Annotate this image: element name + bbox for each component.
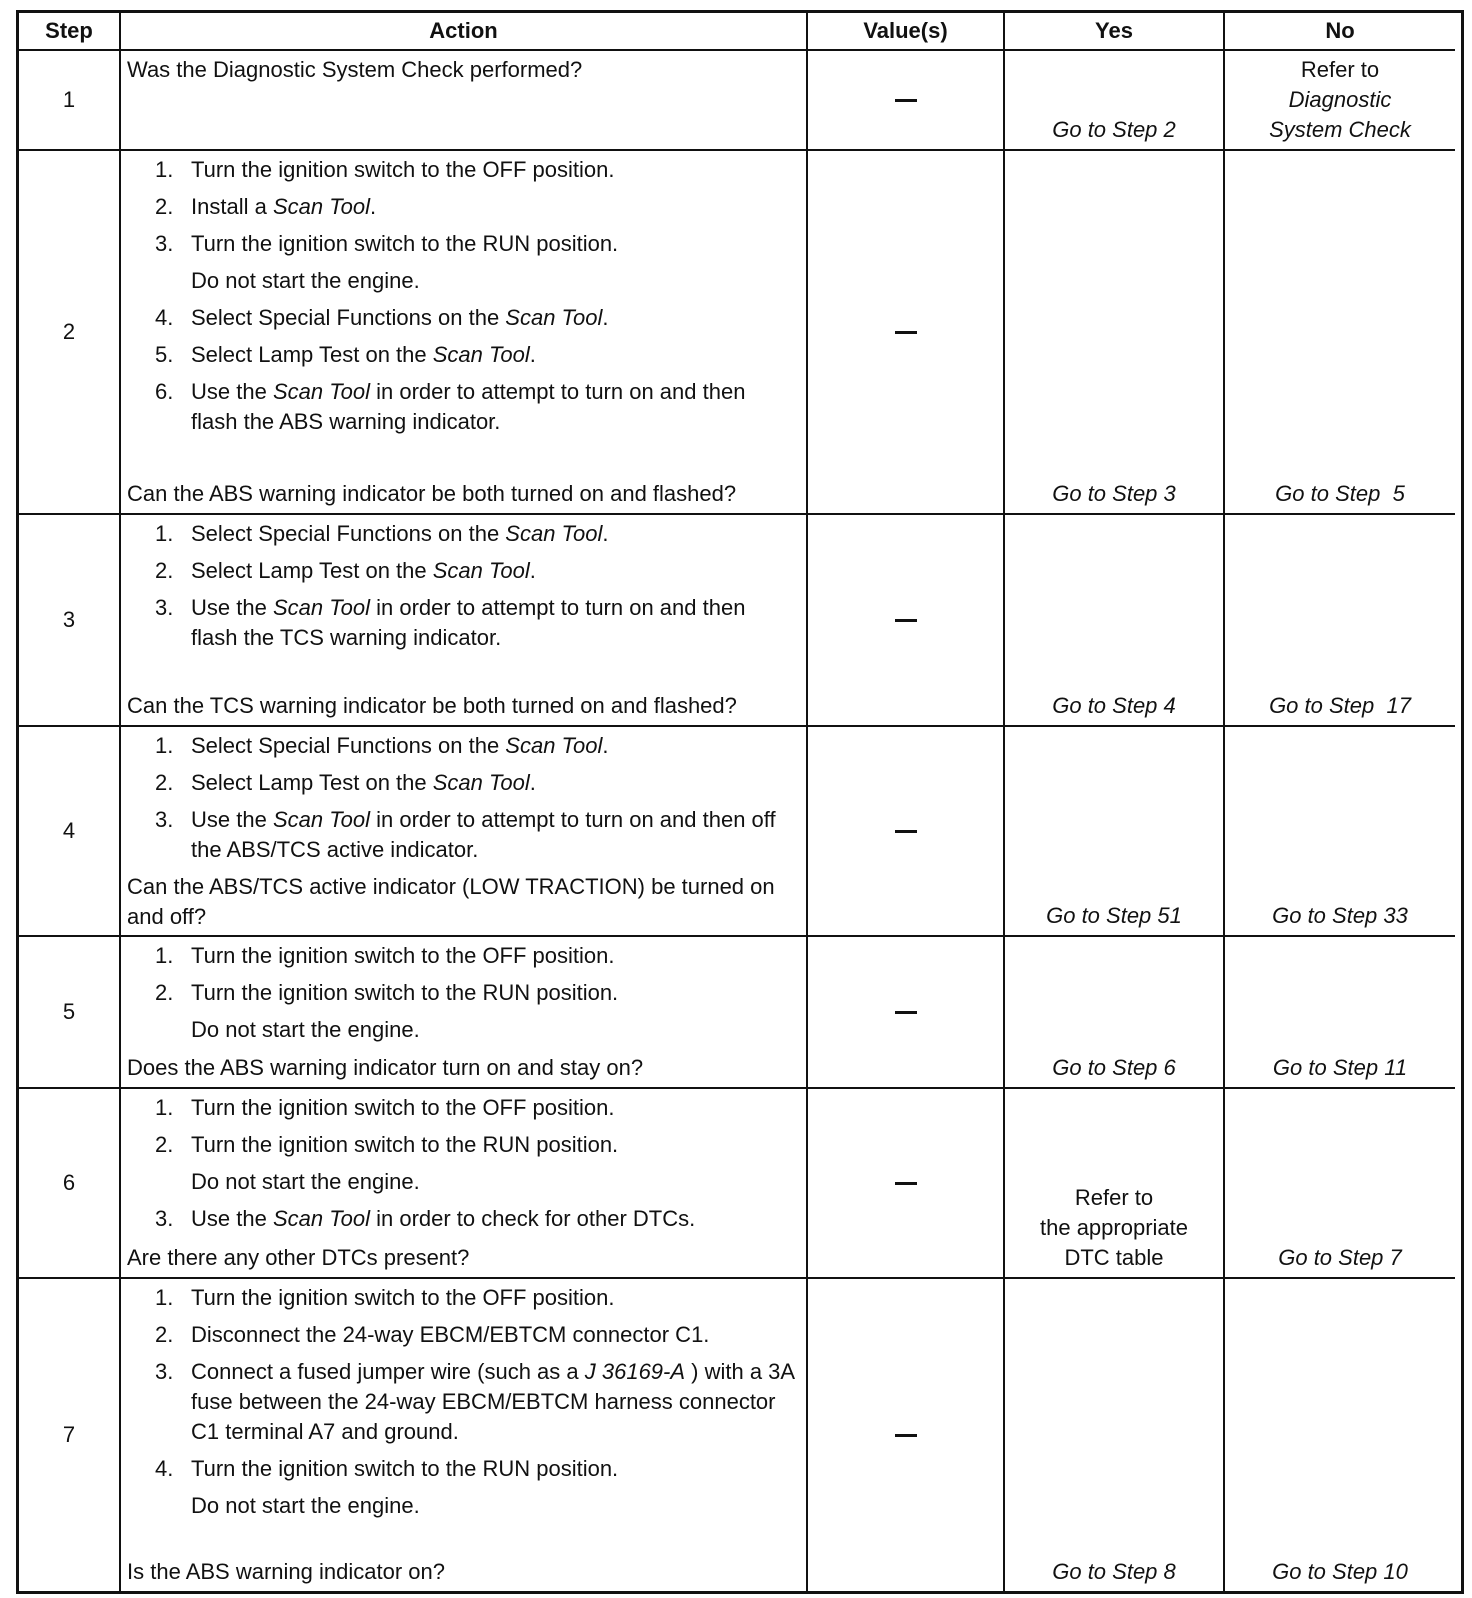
- action-text: in order to check for other DTCs.: [369, 1206, 696, 1231]
- no-cell: [1225, 1279, 1455, 1591]
- no-cell: [1225, 727, 1455, 937]
- action-text: Turn the ignition switch to the OFF position.: [191, 1095, 615, 1120]
- yes-result: Go to Step 51: [1046, 903, 1182, 928]
- action-step-text: [191, 192, 798, 222]
- no-result-line: System Check: [1269, 117, 1411, 142]
- step-number: 4: [19, 727, 121, 937]
- no-cell: [1225, 51, 1455, 151]
- action-step-text: [191, 229, 798, 296]
- action-step: [155, 593, 798, 653]
- action-text: Connect a fused jumper wire (such as a: [191, 1359, 585, 1384]
- no-result-line: Diagnostic: [1288, 87, 1392, 112]
- tool-name: J 36169-A: [584, 1359, 686, 1384]
- action-question: Can the TCS warning indicator be both turned on and flashed?: [127, 693, 737, 718]
- action-step-text: [191, 978, 798, 1045]
- step-number: 1: [19, 51, 121, 151]
- action-step: [155, 768, 798, 798]
- action-text: Use the: [191, 379, 273, 404]
- action-subnote: Do not start the engine.: [191, 1017, 420, 1042]
- action-step: [155, 1320, 798, 1350]
- value-cell: [808, 937, 1005, 1089]
- action-step-number: 2.: [155, 558, 174, 583]
- tool-name: Scan Tool: [272, 807, 370, 832]
- action-step-text: [191, 340, 798, 370]
- action-text: .: [529, 558, 536, 583]
- action-step-list: [127, 1093, 798, 1241]
- value-cell: [808, 727, 1005, 937]
- yes-result: Go to Step 4: [1052, 693, 1176, 718]
- action-text: Select Lamp Test on the: [191, 342, 433, 367]
- step-number: 7: [19, 1279, 121, 1591]
- header-yes: Yes: [1005, 13, 1225, 51]
- action-text: Use the: [191, 807, 273, 832]
- action-step: [155, 731, 798, 761]
- no-result: Go to Step 33: [1272, 903, 1408, 928]
- yes-result: Go to Step 8: [1052, 1559, 1176, 1584]
- action-step: [155, 377, 798, 437]
- em-dash: [895, 1434, 917, 1437]
- value-cell: [808, 515, 1005, 727]
- tool-name: Scan Tool: [505, 305, 603, 330]
- action-step: [155, 229, 798, 296]
- action-text: Turn the ignition switch to the OFF position.: [191, 1285, 615, 1310]
- yes-result-line: the appropriate: [1040, 1215, 1188, 1240]
- action-cell: [121, 1089, 808, 1279]
- action-step: [155, 1357, 798, 1447]
- header-step: Step: [19, 13, 121, 51]
- yes-cell: [1005, 151, 1225, 515]
- action-question: Is the ABS warning indicator on?: [127, 1559, 445, 1584]
- action-question: Was the Diagnostic System Check performed?: [127, 57, 583, 82]
- action-step: [155, 941, 798, 971]
- em-dash: [895, 99, 917, 102]
- value-cell: [808, 51, 1005, 151]
- action-step: [155, 192, 798, 222]
- action-cell: [121, 727, 808, 937]
- action-step: [155, 1204, 798, 1234]
- action-step-number: 4.: [155, 1456, 174, 1481]
- action-text: in order to attempt to turn on and then off the ABS/TCS active indicator.: [191, 807, 776, 862]
- action-text: Disconnect the 24-way EBCM/EBTCM connector C1.: [191, 1322, 710, 1347]
- action-step-number: 3.: [155, 1206, 174, 1231]
- action-step-number: 3.: [155, 1359, 174, 1384]
- action-step: [155, 155, 798, 185]
- no-result: Go to Step 10: [1272, 1559, 1408, 1584]
- action-step-number: 1.: [155, 733, 174, 758]
- yes-result-line: Refer to: [1074, 1185, 1154, 1210]
- yes-cell: [1005, 937, 1225, 1089]
- action-step-list: [127, 731, 798, 872]
- action-text: ) with a 3A fuse between the 24-way EBCM/EBTCM harness connector C1 terminal A7 and ground.: [191, 1359, 794, 1444]
- header-action: Action: [121, 13, 808, 51]
- no-result: Go to Step 7: [1278, 1245, 1402, 1270]
- action-step: [155, 303, 798, 333]
- action-subnote: Do not start the engine.: [191, 1169, 420, 1194]
- action-step-text: [191, 1283, 798, 1313]
- action-text: .: [602, 305, 609, 330]
- action-step-text: [191, 805, 798, 865]
- action-step-list: [127, 941, 798, 1052]
- action-step: [155, 1130, 798, 1197]
- action-step-text: [191, 519, 798, 549]
- value-cell: [808, 151, 1005, 515]
- action-step-text: [191, 1454, 798, 1521]
- action-step: [155, 519, 798, 549]
- action-cell: [121, 51, 808, 151]
- action-step-number: 3.: [155, 595, 174, 620]
- action-step-number: 1.: [155, 1095, 174, 1120]
- tool-name: Scan Tool: [272, 595, 370, 620]
- tool-name: Scan Tool: [432, 770, 530, 795]
- yes-result: Go to Step 3: [1052, 481, 1176, 506]
- no-cell: [1225, 937, 1455, 1089]
- step-number: 2: [19, 151, 121, 515]
- no-result: Go to Step 17: [1269, 693, 1411, 718]
- action-text: Select Special Functions on the: [191, 305, 506, 330]
- no-result: Go to Step 5: [1275, 481, 1405, 506]
- em-dash: [895, 1182, 917, 1185]
- action-step-text: [191, 1320, 798, 1350]
- yes-result: Go to Step 6: [1052, 1055, 1176, 1080]
- action-step-number: 2.: [155, 1132, 174, 1157]
- action-subnote: Do not start the engine.: [191, 268, 420, 293]
- no-cell: [1225, 515, 1455, 727]
- action-step: [155, 978, 798, 1045]
- action-step-text: [191, 556, 798, 586]
- action-text: Turn the ignition switch to the RUN position.: [191, 1456, 619, 1481]
- action-cell: [121, 515, 808, 727]
- action-text: Turn the ignition switch to the OFF position.: [191, 943, 615, 968]
- action-cell: [121, 937, 808, 1089]
- value-cell: [808, 1089, 1005, 1279]
- action-text: in order to attempt to turn on and then flash the TCS warning indicator.: [191, 595, 746, 650]
- action-step-list: [127, 1283, 798, 1528]
- action-step-text: [191, 1357, 798, 1447]
- action-text: Turn the ignition switch to the RUN position.: [191, 980, 619, 1005]
- tool-name: Scan Tool: [505, 733, 603, 758]
- yes-cell: [1005, 515, 1225, 727]
- action-step-number: 4.: [155, 305, 174, 330]
- action-step: [155, 1454, 798, 1521]
- action-step-number: 1.: [155, 521, 174, 546]
- action-text: Select Special Functions on the: [191, 733, 506, 758]
- action-step-number: 1.: [155, 943, 174, 968]
- action-question: Can the ABS/TCS active indicator (LOW TRACTION) be turned on and off?: [127, 874, 775, 929]
- diagnostic-table: [16, 10, 1464, 1594]
- action-step: [155, 805, 798, 865]
- action-text: Select Special Functions on the: [191, 521, 506, 546]
- action-step-text: [191, 1204, 798, 1234]
- tool-name: Scan Tool: [432, 558, 530, 583]
- action-step-text: [191, 1093, 798, 1123]
- tool-name: Scan Tool: [432, 342, 530, 367]
- tool-name: Scan Tool: [505, 521, 603, 546]
- action-step-number: 2.: [155, 980, 174, 1005]
- action-step: [155, 340, 798, 370]
- action-question: Does the ABS warning indicator turn on and stay on?: [127, 1055, 644, 1080]
- value-cell: [808, 1279, 1005, 1591]
- action-text: Turn the ignition switch to the RUN position.: [191, 231, 619, 256]
- no-result: Go to Step 11: [1272, 1055, 1408, 1080]
- action-step-text: [191, 303, 798, 333]
- tool-name: Scan Tool: [272, 194, 370, 219]
- action-step-text: [191, 155, 798, 185]
- action-step-number: 3.: [155, 807, 174, 832]
- em-dash: [895, 1011, 917, 1014]
- yes-cell: [1005, 1279, 1225, 1591]
- action-text: Turn the ignition switch to the OFF position.: [191, 157, 615, 182]
- action-text: in order to attempt to turn on and then flash the ABS warning indicator.: [191, 379, 746, 434]
- action-text: .: [602, 733, 609, 758]
- step-number: 6: [19, 1089, 121, 1279]
- action-text: .: [369, 194, 377, 219]
- action-step-list: [127, 519, 798, 660]
- no-cell: [1225, 1089, 1455, 1279]
- action-text: Turn the ignition switch to the RUN position.: [191, 1132, 619, 1157]
- action-step-list: [127, 155, 798, 444]
- action-text: .: [529, 770, 536, 795]
- tool-name: Scan Tool: [272, 1206, 370, 1231]
- yes-result: Go to Step 2: [1052, 117, 1176, 142]
- action-step-number: 6.: [155, 379, 174, 404]
- no-cell: [1225, 151, 1455, 515]
- action-step: [155, 556, 798, 586]
- action-step-number: 1.: [155, 157, 174, 182]
- action-step-text: [191, 941, 798, 971]
- action-step-text: [191, 1130, 798, 1197]
- action-text: Select Lamp Test on the: [191, 558, 433, 583]
- action-step-number: 2.: [155, 770, 174, 795]
- action-text: Use the: [191, 1206, 273, 1231]
- action-step-number: 1.: [155, 1285, 174, 1310]
- action-text: .: [602, 521, 609, 546]
- action-cell: [121, 151, 808, 515]
- tool-name: Scan Tool: [272, 379, 370, 404]
- action-step-text: [191, 377, 798, 437]
- action-text: .: [529, 342, 536, 367]
- yes-cell: [1005, 1089, 1225, 1279]
- action-cell: [121, 1279, 808, 1591]
- em-dash: [895, 619, 917, 622]
- action-step: [155, 1283, 798, 1313]
- action-text: Select Lamp Test on the: [191, 770, 433, 795]
- action-step-text: [191, 768, 798, 798]
- yes-cell: [1005, 727, 1225, 937]
- action-text: Use the: [191, 595, 273, 620]
- header-values: Value(s): [808, 13, 1005, 51]
- em-dash: [895, 331, 917, 334]
- action-question: Are there any other DTCs present?: [127, 1245, 470, 1270]
- em-dash: [895, 830, 917, 833]
- action-question: Can the ABS warning indicator be both turned on and flashed?: [127, 481, 737, 506]
- step-number: 3: [19, 515, 121, 727]
- action-step-number: 5.: [155, 342, 174, 367]
- action-text: Install a: [191, 194, 273, 219]
- action-subnote: Do not start the engine.: [191, 1493, 420, 1518]
- yes-cell: [1005, 51, 1225, 151]
- action-step-number: 2.: [155, 194, 174, 219]
- action-step-text: [191, 593, 798, 653]
- action-step-text: [191, 731, 798, 761]
- action-step: [155, 1093, 798, 1123]
- step-number: 5: [19, 937, 121, 1089]
- no-result-line: Refer to: [1300, 57, 1380, 82]
- yes-result-line: DTC table: [1064, 1245, 1164, 1270]
- action-step-number: 3.: [155, 231, 174, 256]
- action-step-number: 2.: [155, 1322, 174, 1347]
- header-no: No: [1225, 13, 1455, 51]
